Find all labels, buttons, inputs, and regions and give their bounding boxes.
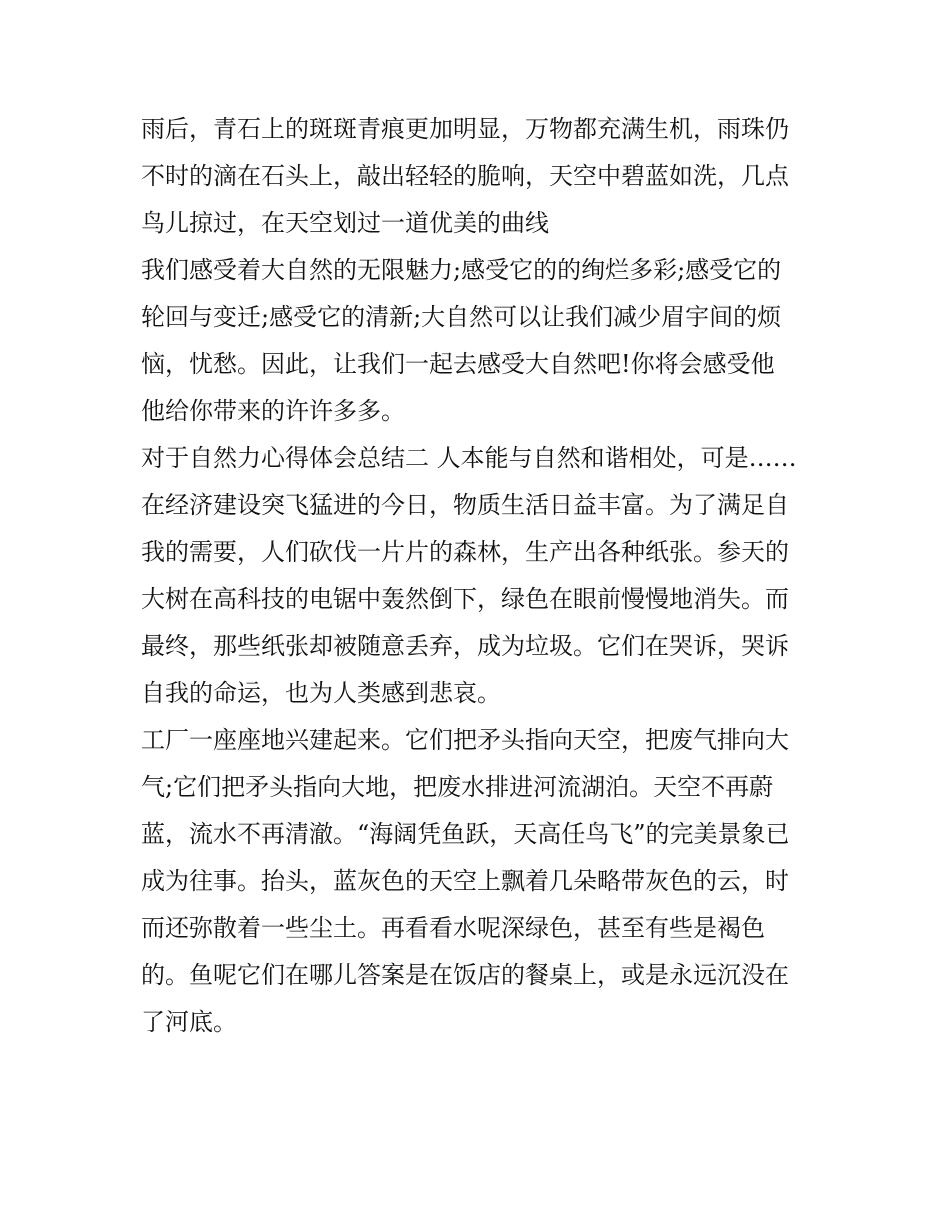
text-line: 不时的滴在石头上，敲出轻轻的脆响，天空中碧蓝如洗，几点	[141, 162, 789, 190]
paragraph-1	[141, 106, 813, 247]
text-line: 鸟儿掠过，在天空划过一道优美的曲线	[141, 209, 549, 237]
text-line: 而还弥散着一些尘土。再看看水呢深绿色，甚至有些是褐色	[141, 914, 765, 942]
text-line: 气;它们把矛头指向大地，把废水排进河流湖泊。天空不再蔚	[141, 773, 774, 801]
paragraph-3	[141, 435, 813, 482]
text-line: 在经济建设突飞猛进的今日，物质生活日益丰富。为了满足自	[141, 491, 789, 519]
paragraph-2	[141, 247, 813, 435]
text-line: 自我的命运，也为人类感到悲哀。	[141, 679, 501, 707]
document-body	[141, 106, 813, 1046]
paragraph-5	[141, 717, 813, 1046]
text-line: 对于自然力心得体会总结二 人本能与自然和谐相处，可是……	[141, 444, 797, 472]
text-line: 大树在高科技的电锯中轰然倒下，绿色在眼前慢慢地消失。而	[141, 585, 789, 613]
text-line: 雨后，青石上的斑斑青痕更加明显，万物都充满生机，雨珠仍	[141, 115, 789, 143]
text-line: 的。鱼呢它们在哪儿答案是在饭店的餐桌上，或是永远沉没在	[141, 961, 789, 989]
paragraph-4	[141, 482, 813, 717]
text-line: 我们感受着大自然的无限魅力;感受它的的绚烂多彩;感受它的	[141, 256, 782, 284]
text-line: 了河底。	[141, 1008, 237, 1036]
text-line: 工厂一座座地兴建起来。它们把矛头指向天空，把废气排向大	[141, 726, 789, 754]
text-line: 成为往事。抬头，蓝灰色的天空上飘着几朵略带灰色的云，时	[141, 867, 789, 895]
text-line: 我的需要，人们砍伐一片片的森林，生产出各种纸张。参天的	[141, 538, 789, 566]
text-line: 轮回与变迁;感受它的清新;大自然可以让我们减少眉宇间的烦	[141, 303, 782, 331]
text-line: 最终，那些纸张却被随意丢弃，成为垃圾。它们在哭诉，哭诉	[141, 632, 789, 660]
text-line: 恼，忧愁。因此，让我们一起去感受大自然吧!你将会感受他	[141, 350, 775, 378]
text-line: 他给你带来的许许多多。	[141, 397, 405, 425]
text-line: 蓝，流水不再清澈。“海阔凭鱼跃，天高任鸟飞”的完美景象已	[141, 820, 790, 848]
